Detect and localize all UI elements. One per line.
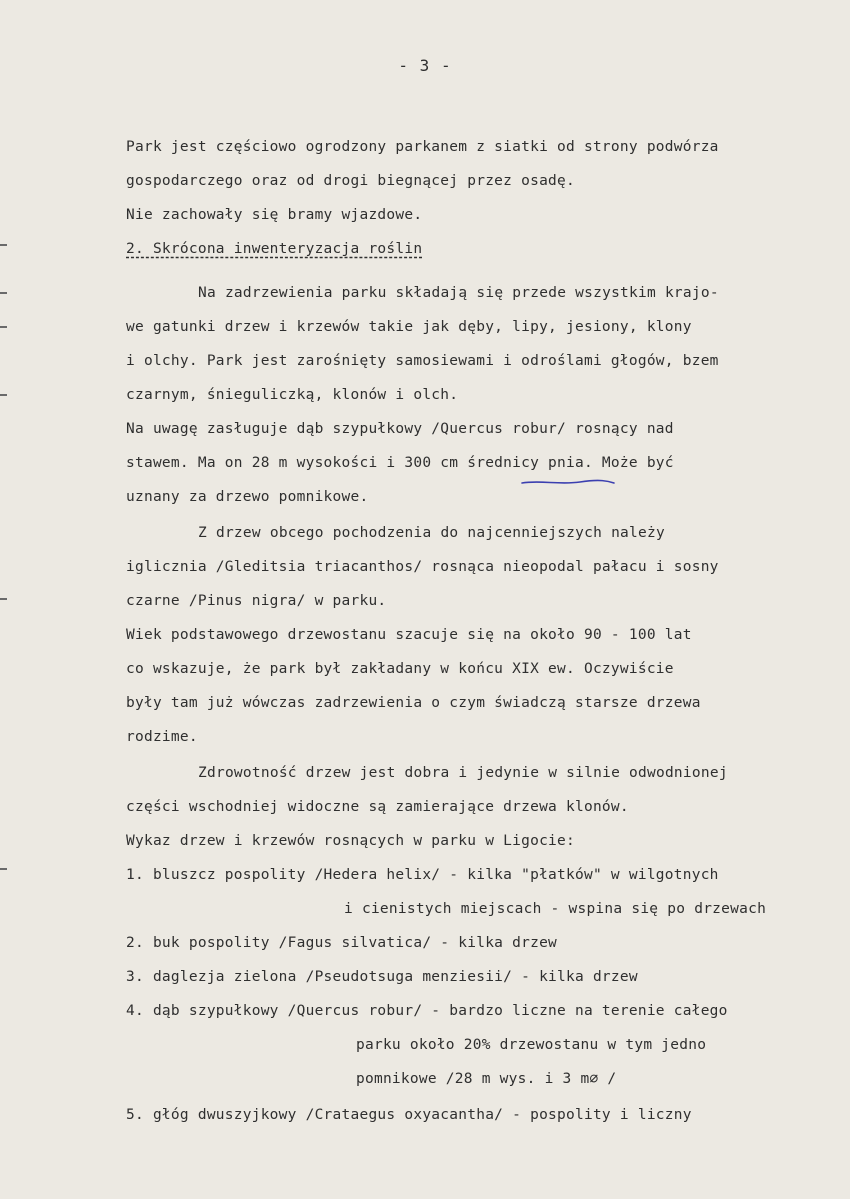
list-item: 1. bluszcz pospolity /Hedera helix/ - kilka "płatków" w wilgotnych: [126, 867, 719, 883]
text-line: we gatunki drzew i krzewów takie jak dęby, lipy, jesiony, klony: [126, 319, 692, 335]
text-line: gospodarczego oraz od drogi biegnącej przez osadę.: [126, 173, 575, 189]
text-line: Wiek podstawowego drzewostanu szacuje się na około 90 - 100 lat: [126, 627, 692, 643]
list-item: 3. daglezja zielona /Pseudotsuga menziesii/ - kilka drzew: [126, 969, 638, 985]
section-heading: 2. Skrócona inwenteryzacja roślin: [126, 241, 423, 257]
text-line: czarnym, śnieguliczką, klonów i olch.: [126, 387, 459, 403]
text-line: i olchy. Park jest zarośnięty samosiewami i odroślami głogów, bzem: [126, 353, 719, 369]
text-line: Na zadrzewienia parku składają się przede wszystkim krajo-: [198, 285, 719, 301]
list-item: 2. buk pospolity /Fagus silvatica/ - kilka drzew: [126, 935, 558, 951]
text-line: Park jest częściowo ogrodzony parkanem z siatki od strony podwórza: [126, 139, 719, 155]
list-item-continuation: parku około 20% drzewostanu w tym jedno: [356, 1037, 707, 1053]
list-item: 4. dąb szypułkowy /Quercus robur/ - bardzo liczne na terenie całego: [126, 1003, 728, 1019]
text-line: Na uwagę zasługuje dąb szypułkowy /Quercus robur/ rosnący nad: [126, 421, 674, 437]
text-line: czarne /Pinus nigra/ w parku.: [126, 593, 387, 609]
pen-underline-mark: [520, 478, 616, 486]
text-line: Wykaz drzew i krzewów rosnących w parku w Ligocie:: [126, 833, 575, 849]
text-line: uznany za drzewo pomnikowe.: [126, 489, 369, 505]
text-line: Nie zachowały się bramy wjazdowe.: [126, 207, 423, 223]
text-line: iglicznia /Gleditsia triacanthos/ rosnąca nieopodal pałacu i sosny: [126, 559, 719, 575]
text-line: części wschodniej widoczne są zamierające drzewa klonów.: [126, 799, 629, 815]
text-line: Z drzew obcego pochodzenia do najcenniejszych należy: [198, 525, 665, 541]
list-item-continuation: pomnikowe /28 m wys. i 3 m⌀ /: [356, 1071, 617, 1087]
text-line: stawem. Ma on 28 m wysokości i 300 cm średnicy pnia. Może być: [126, 455, 674, 471]
text-line: rodzime.: [126, 729, 198, 745]
page-number: - 3 -: [398, 56, 452, 75]
text-line: co wskazuje, że park był zakładany w końcu XIX ew. Oczywiście: [126, 661, 674, 677]
text-line: były tam już wówczas zadrzewienia o czym świadczą starsze drzewa: [126, 695, 701, 711]
list-item: 5. głóg dwuszyjkowy /Crataegus oxyacantha/ - pospolity i liczny: [126, 1107, 692, 1123]
text-line: Zdrowotność drzew jest dobra i jedynie w silnie odwodnionej: [198, 765, 728, 781]
list-item-continuation: i cienistych miejscach - wspina się po drzewach: [344, 901, 767, 917]
